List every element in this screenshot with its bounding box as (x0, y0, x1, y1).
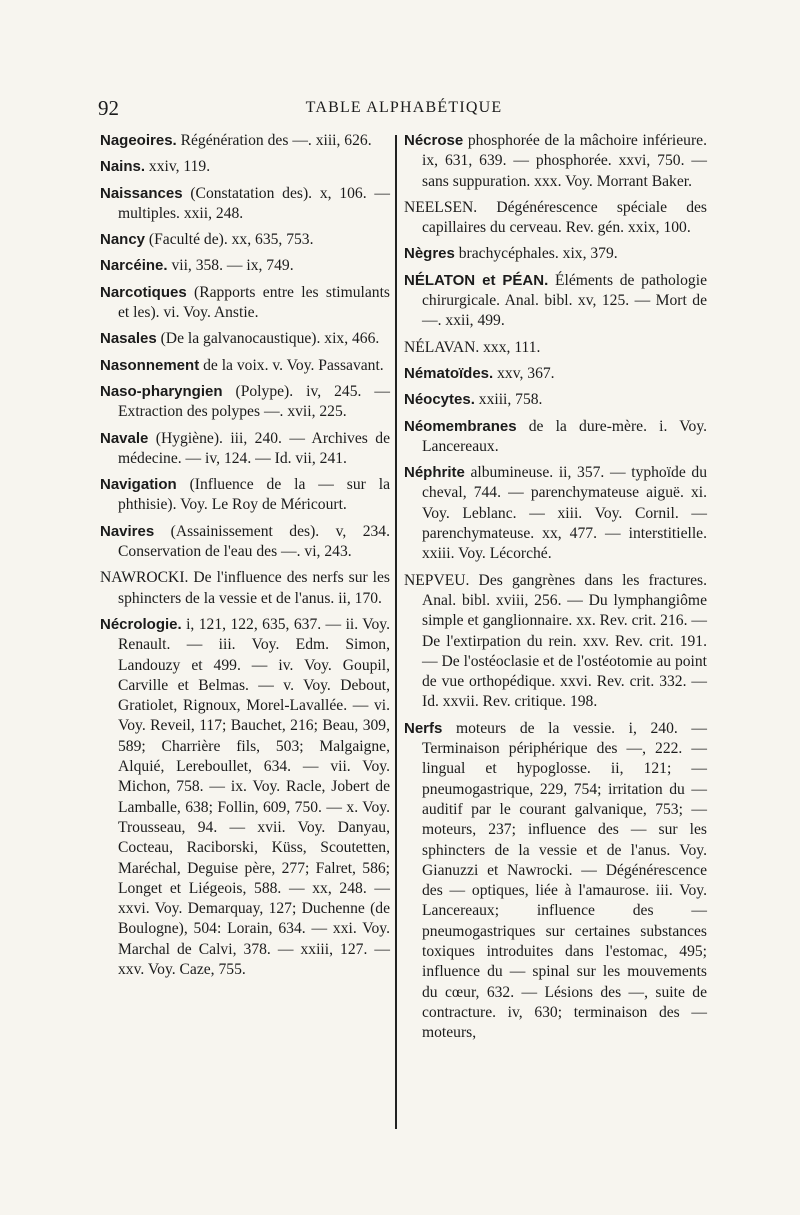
entry-text: Dégénérescence spéciale des capillaires du cerveau. Rev. gén. xxix, 100. (422, 198, 707, 237)
entry-text: (Assainissement des). v, 234. Conservation de l'eau des —. vi, 243. (118, 522, 390, 561)
right-column (404, 131, 707, 1049)
index-entry (404, 131, 707, 192)
entry-text: i, 121, 122, 635, 637. — ii. Voy. Renault. — iii. Voy. Edm. Simon, Landouzy et 499. — iv. Voy. Goupil, Carville et Belmas. — v. Voy. Debout, Gratiolet, Rignoux, Morel-Lavallée. — vi. Voy. Reveil, 117; Bauchet, 216; Beau, 309, 589; Charrière fils, 503; Malgaigne, Alquié, Lereboullet, 634. — vii. Voy. Michon, 758. — ix. Voy. Racle, Jobert de Lamballe, 638; Follin, 609, 750. — x. Voy. Trousseau, 94. — xvii. Voy. Danyau, Cocteau, Raciborski, Küss, Scoutetten, Maréchal, Deguise père, 277; Falret, 586; Longet et Liégeois, 588. — xx, 248. — xxvi. Voy. Demarquay, 127; Duchenne (de Boulogne), 504: Lorain, 634. — xxi. Voy. Marchal de Calvi, 378. — xxiii, 127. — xxv. Voy. Caze, 755. (118, 615, 390, 978)
index-entry (404, 364, 707, 384)
entry-headword: Naissances (100, 184, 183, 202)
entry-headword: NÉLATON et PÉAN. (404, 271, 549, 289)
index-entry (100, 615, 390, 980)
index-entry (100, 256, 390, 276)
running-title: TABLE ALPHABÉTIQUE (305, 99, 503, 116)
entry-headword: Naso-pharyngien (100, 382, 223, 400)
entry-headword: Nécrologie. (100, 615, 182, 633)
entry-headword: Nasonnement (100, 356, 200, 374)
index-entry (404, 271, 707, 332)
entry-text: phosphorée de la mâchoire inférieure. ix, 631, 639. — phosphorée. xxvi, 750. — sans suppuration. xxx. Voy. Morrant Baker. (422, 132, 707, 190)
entry-text: (Polype). iv, 245. — Extraction des polypes —. xvii, 225. (118, 382, 390, 421)
entry-headword: NEPVEU. (404, 571, 470, 589)
entry-headword: Navires (100, 522, 155, 540)
entry-headword: Narcotiques (100, 283, 187, 301)
entry-text: albumineuse. ii, 357. — typhoïde du cheval, 744. — parenchymateuse aiguë. xi. Voy. Leblanc. — xiii. Voy. Cornil. — parenchymateuse. xx, 477. — interstitielle. xxiii. Voy. Lécorché. (422, 464, 707, 563)
entry-headword: Narcéine. (100, 257, 168, 275)
index-entry (100, 522, 390, 563)
entry-text: De l'influence des nerfs sur les sphincters de la vessie et de l'anus. ii, 170. (118, 569, 390, 607)
entry-headword: Néomembranes (404, 417, 517, 435)
entry-headword: NÉLAVAN. (404, 338, 480, 356)
index-entry (100, 157, 390, 177)
index-entry (404, 719, 707, 1044)
entry-headword: Nains. (100, 158, 146, 176)
entry-headword: Nasales (100, 330, 157, 348)
column-divider (395, 135, 397, 1129)
index-entry (404, 198, 707, 239)
entry-text: xxv, 367. (493, 364, 555, 382)
entry-headword: Navale (100, 429, 149, 447)
index-entry (404, 571, 707, 713)
index-entry (404, 463, 707, 564)
entry-headword: Nancy (100, 231, 146, 249)
entry-text: xxx, 111. (479, 338, 541, 356)
index-entry (100, 184, 390, 225)
entry-text: xxiv, 119. (145, 158, 211, 176)
index-entry (100, 329, 390, 349)
entry-text: (Hygiène). iii, 240. — Archives de médecine. — iv, 124. — Id. vii, 241. (118, 429, 390, 467)
entry-headword: Navigation (100, 476, 177, 494)
page-header (98, 96, 710, 126)
entry-text: de la dure-mère. i. Voy. Lancereaux. (422, 417, 707, 455)
entry-text: moteurs de la vessie. i, 240. — Terminaison périphérique des —, 222. — lingual et hypoglosse. ii, 121; — pneumogastrique, 229, 754; irritation du — auditif par le courant galvanique, 753; — moteurs, 237; influence des — sur les sphincters de la vessie et de l'anus. Voy. Gianuzzi et Nawrocki. — Dégénérescence des — optiques, liée à l'amaurose. iii. Voy. Lancereaux; influence des — pneumogastriques sur certaines substances toxiques introduites dans l'estomac, 495; influence du — spinal sur les mouvements du cœur, 632. — Lésions des —, suite de contracture. iv, 630; terminaison des — moteurs, (422, 719, 707, 1042)
page-number: 92 (98, 96, 119, 120)
entry-text: de la voix. v. Voy. Passavant. (199, 356, 384, 374)
entry-headword: Nématoïdes. (404, 364, 494, 382)
entry-headword: Nègres (404, 245, 455, 263)
entry-text: xxiii, 758. (474, 391, 543, 409)
entry-text: Éléments de pathologie chirurgicale. Anal. bibl. xv, 125. — Mort de —. xxii, 499. (422, 271, 707, 330)
entry-headword: Nécrose (404, 132, 464, 149)
entry-text: Des gangrènes dans les fractures. Anal. bibl. xviii, 256. — Du lymphangiôme simple et ganglionnaire. xx. Rev. crit. 216. — De l'extirpation du rein. xxv. Rev. crit. 191. — De l'ostéoclasie et de l'ostéotomie au point de vue orthopédique. xxvi. Rev. crit. 332. — Id. xxvii. Rev. critique. 198. (422, 571, 707, 711)
index-entry (100, 568, 390, 609)
index-entry (404, 244, 707, 264)
entry-text: (Constatation des). x, 106. — multiples. xxii, 248. (118, 184, 390, 222)
index-entry (404, 338, 707, 358)
index-entry (404, 390, 707, 410)
entry-headword: Nerfs (404, 719, 443, 737)
index-entry (100, 475, 390, 516)
index-entry (404, 417, 707, 458)
index-entry (100, 356, 390, 376)
entry-text: (Influence de la — sur la phthisie). Voy. Le Roy de Méricourt. (118, 476, 390, 514)
entry-text: brachycéphales. xix, 379. (454, 245, 618, 263)
index-entry (100, 131, 390, 151)
index-columns (100, 131, 708, 1131)
entry-text: (Faculté de). xx, 635, 753. (145, 231, 314, 249)
entry-headword: Néocytes. (404, 391, 475, 409)
entry-headword: NEELSEN. (404, 198, 478, 216)
entry-headword: Néphrite (404, 464, 465, 482)
entry-headword: NAWROCKI. (100, 569, 189, 587)
index-entry (100, 230, 390, 250)
index-entry (100, 283, 390, 324)
index-entry (100, 382, 390, 423)
entry-text: (De la galvanocaustique). xix, 466. (156, 330, 380, 348)
entry-headword: Nageoires. (100, 132, 177, 149)
index-entry (100, 429, 390, 470)
entry-text: vii, 358. — ix, 749. (167, 257, 294, 275)
entry-text: Régénération des —. xiii, 626. (176, 132, 372, 149)
left-column (100, 131, 390, 986)
entry-text: (Rapports entre les stimulants et les). vi. Voy. Anstie. (118, 283, 390, 322)
